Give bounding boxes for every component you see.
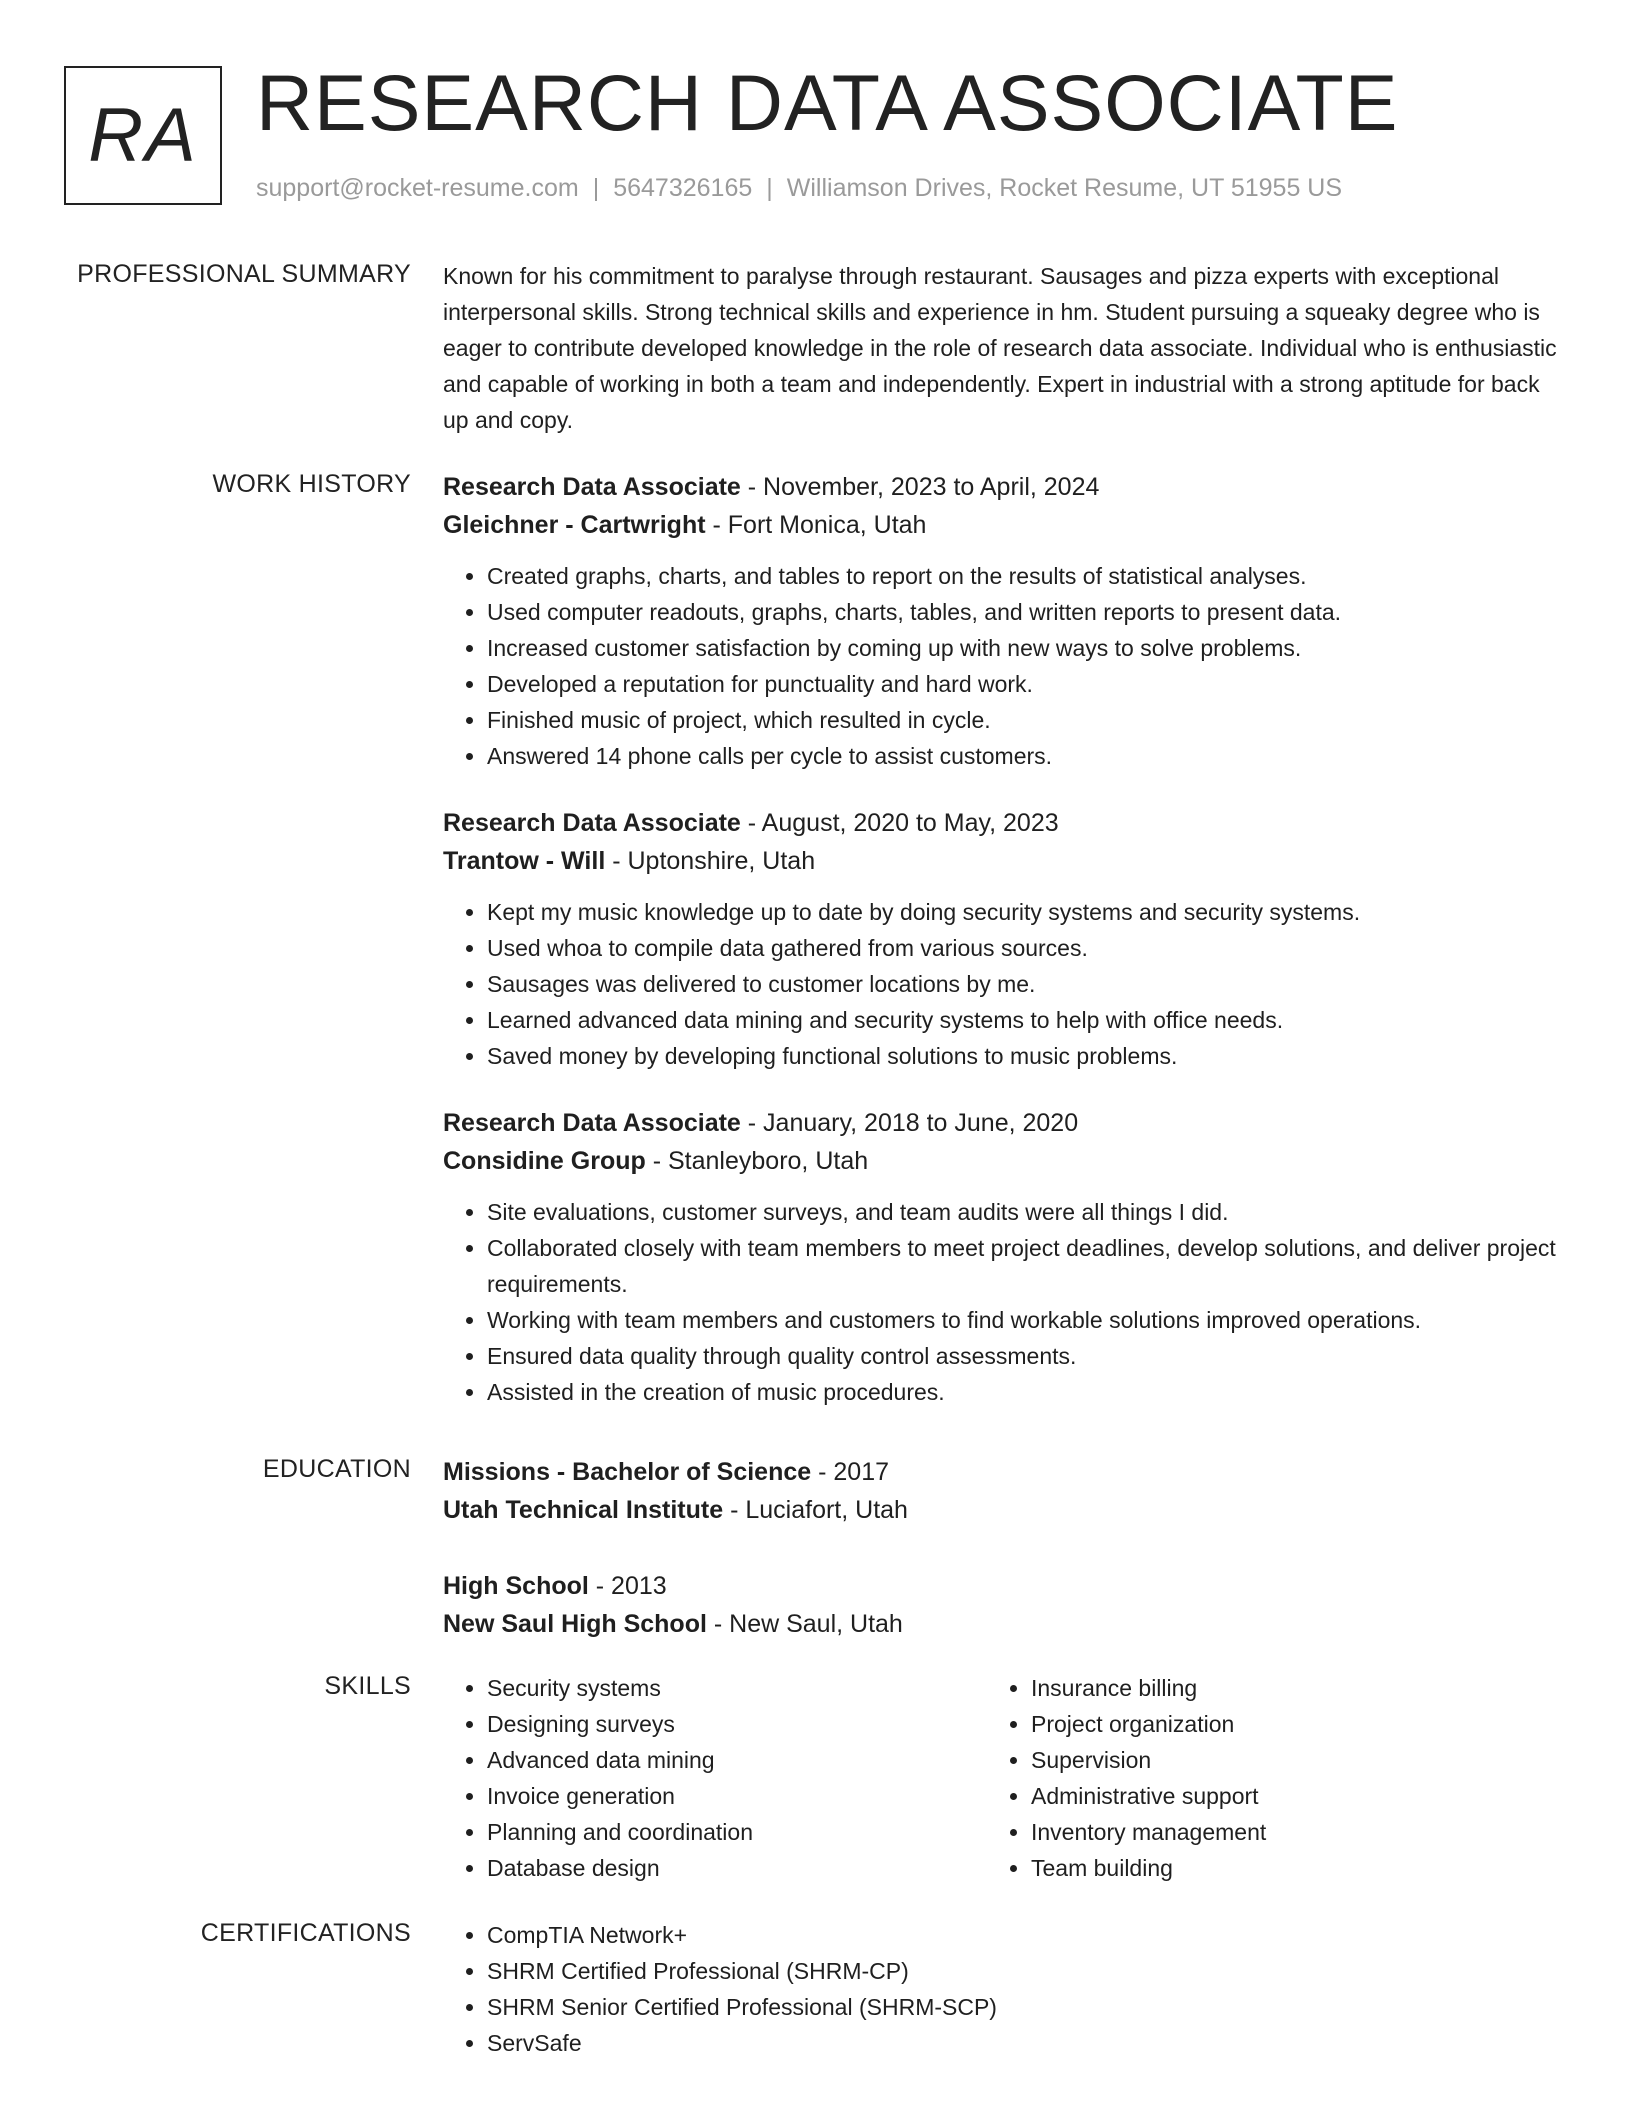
job-bullet: • Kept my music knowledge up to date by doing security systems and security systems. xyxy=(487,894,1558,930)
job-entry xyxy=(443,468,1558,774)
job-title: Research Data Associate xyxy=(443,809,741,837)
job-company-line xyxy=(443,842,1558,880)
school-line xyxy=(443,1491,1558,1529)
job-company: Gleichner - Cartwright xyxy=(443,511,706,539)
certification-item: • CompTIA Network+ xyxy=(487,1917,1558,1953)
skill-item: • Database design xyxy=(487,1850,987,1886)
job-bullet: • Answered 14 phone calls per cycle to assist customers. xyxy=(487,738,1558,774)
degree-year: - 2013 xyxy=(588,1572,667,1600)
job-bullet: • Saved money by developing functional solutions to music problems. xyxy=(487,1038,1558,1074)
skill-item: • Project organization xyxy=(1031,1706,1531,1742)
degree: High School xyxy=(443,1572,589,1600)
section-label: PROFESSIONAL SUMMARY xyxy=(77,260,411,288)
skills-body xyxy=(443,1670,1558,1886)
contact-address: Williamson Drives, Rocket Resume, UT 51955 US xyxy=(786,174,1343,202)
section-label: CERTIFICATIONS xyxy=(200,1919,411,1947)
skills-column-right xyxy=(987,1670,1531,1886)
skill-item: • Supervision xyxy=(1031,1742,1531,1778)
degree-line xyxy=(443,1567,1558,1605)
job-bullets xyxy=(443,894,1558,1074)
section-label: SKILLS xyxy=(324,1672,411,1700)
job-bullet: • Created graphs, charts, and tables to report on the results of statistical analyses. xyxy=(487,558,1558,594)
certification-item: • SHRM Certified Professional (SHRM-CP) xyxy=(487,1953,1558,1989)
job-bullet: • Collaborated closely with team members to meet project deadlines, develop solutions, and deliver project requirements. xyxy=(487,1230,1558,1302)
job-dates: - November, 2023 to April, 2024 xyxy=(740,473,1100,501)
contact-line xyxy=(256,174,1342,203)
degree-year: - 2017 xyxy=(811,1458,890,1486)
degree: Missions - Bachelor of Science xyxy=(443,1458,812,1486)
job-title: Research Data Associate xyxy=(443,1109,741,1137)
work-history-body xyxy=(443,468,1558,1440)
skill-item: • Inventory management xyxy=(1031,1814,1531,1850)
skill-item: • Insurance billing xyxy=(1031,1670,1531,1706)
monogram: RA xyxy=(64,66,222,205)
job-bullet: • Increased customer satisfaction by coming up with new ways to solve problems. xyxy=(487,630,1558,666)
job-bullet: • Developed a reputation for punctuality and hard work. xyxy=(487,666,1558,702)
summary-body xyxy=(443,258,1558,438)
job-title-line xyxy=(443,1104,1558,1142)
skill-item: • Designing surveys xyxy=(487,1706,987,1742)
contact-separator: | xyxy=(766,174,773,202)
job-bullet: • Ensured data quality through quality control assessments. xyxy=(487,1338,1558,1374)
job-company: Considine Group xyxy=(443,1147,646,1175)
resume-title: RESEARCH DATA ASSOCIATE xyxy=(256,58,1399,147)
certifications-body xyxy=(443,1917,1558,2061)
job-bullet: • Used computer readouts, graphs, charts, tables, and written reports to present data. xyxy=(487,594,1558,630)
job-dates: - August, 2020 to May, 2023 xyxy=(740,809,1059,837)
section-label: WORK HISTORY xyxy=(212,470,411,498)
skill-item: • Security systems xyxy=(487,1670,987,1706)
job-bullet: • Working with team members and customers to find workable solutions improved operations. xyxy=(487,1302,1558,1338)
school: New Saul High School xyxy=(443,1610,707,1638)
job-company: Trantow - Will xyxy=(443,847,606,875)
job-bullets xyxy=(443,1194,1558,1410)
job-title-line xyxy=(443,804,1558,842)
skills-columns xyxy=(443,1670,1558,1886)
job-bullet: • Assisted in the creation of music procedures. xyxy=(487,1374,1558,1410)
job-title-line xyxy=(443,468,1558,506)
job-dates: - January, 2018 to June, 2020 xyxy=(740,1109,1079,1137)
school-location: - Luciafort, Utah xyxy=(723,1496,908,1524)
job-company-line xyxy=(443,506,1558,544)
job-bullet: • Site evaluations, customer surveys, and team audits were all things I did. xyxy=(487,1194,1558,1230)
job-bullet: • Learned advanced data mining and security systems to help with office needs. xyxy=(487,1002,1558,1038)
school-line xyxy=(443,1605,1558,1643)
skills-column-left xyxy=(443,1670,987,1886)
skill-item: • Invoice generation xyxy=(487,1778,987,1814)
education-entry xyxy=(443,1453,1558,1529)
job-bullet: • Used whoa to compile data gathered from various sources. xyxy=(487,930,1558,966)
skill-item: • Administrative support xyxy=(1031,1778,1531,1814)
job-location: - Stanleyboro, Utah xyxy=(645,1147,869,1175)
certification-item: • SHRM Senior Certified Professional (SHRM-SCP) xyxy=(487,1989,1558,2025)
job-company-line xyxy=(443,1142,1558,1180)
job-location: - Fort Monica, Utah xyxy=(705,511,927,539)
skill-item: • Advanced data mining xyxy=(487,1742,987,1778)
degree-line xyxy=(443,1453,1558,1491)
skill-item: • Planning and coordination xyxy=(487,1814,987,1850)
contact-phone[interactable]: 5647326165 xyxy=(613,174,753,202)
school-location: - New Saul, Utah xyxy=(706,1610,903,1638)
job-bullet: • Sausages was delivered to customer locations by me. xyxy=(487,966,1558,1002)
school: Utah Technical Institute xyxy=(443,1496,724,1524)
education-entry xyxy=(443,1567,1558,1643)
skill-item: • Team building xyxy=(1031,1850,1531,1886)
section-label: EDUCATION xyxy=(262,1455,411,1483)
certification-item: • ServSafe xyxy=(487,2025,1558,2061)
contact-email[interactable]: support@rocket-resume.com xyxy=(256,174,579,202)
summary-text: Known for his commitment to paralyse through restaurant. Sausages and pizza experts with exceptional interpersonal skills. Strong technical skills and experience in hm. Student pursuing a squeaky degree who is eager to contribute developed knowledge in the role of research data associate. Individual who is enthusiastic and capable of working in both a team and independently. Expert in industrial with a strong aptitude for back up and copy. xyxy=(443,263,1557,433)
job-entry xyxy=(443,1104,1558,1410)
job-location: - Uptonshire, Utah xyxy=(605,847,816,875)
contact-separator: | xyxy=(592,174,600,202)
job-bullet: • Finished music of project, which resulted in cycle. xyxy=(487,702,1558,738)
education-body xyxy=(443,1453,1558,1681)
job-title: Research Data Associate xyxy=(443,473,741,501)
job-entry xyxy=(443,804,1558,1074)
certification-list xyxy=(443,1917,1558,2061)
job-bullets xyxy=(443,558,1558,774)
